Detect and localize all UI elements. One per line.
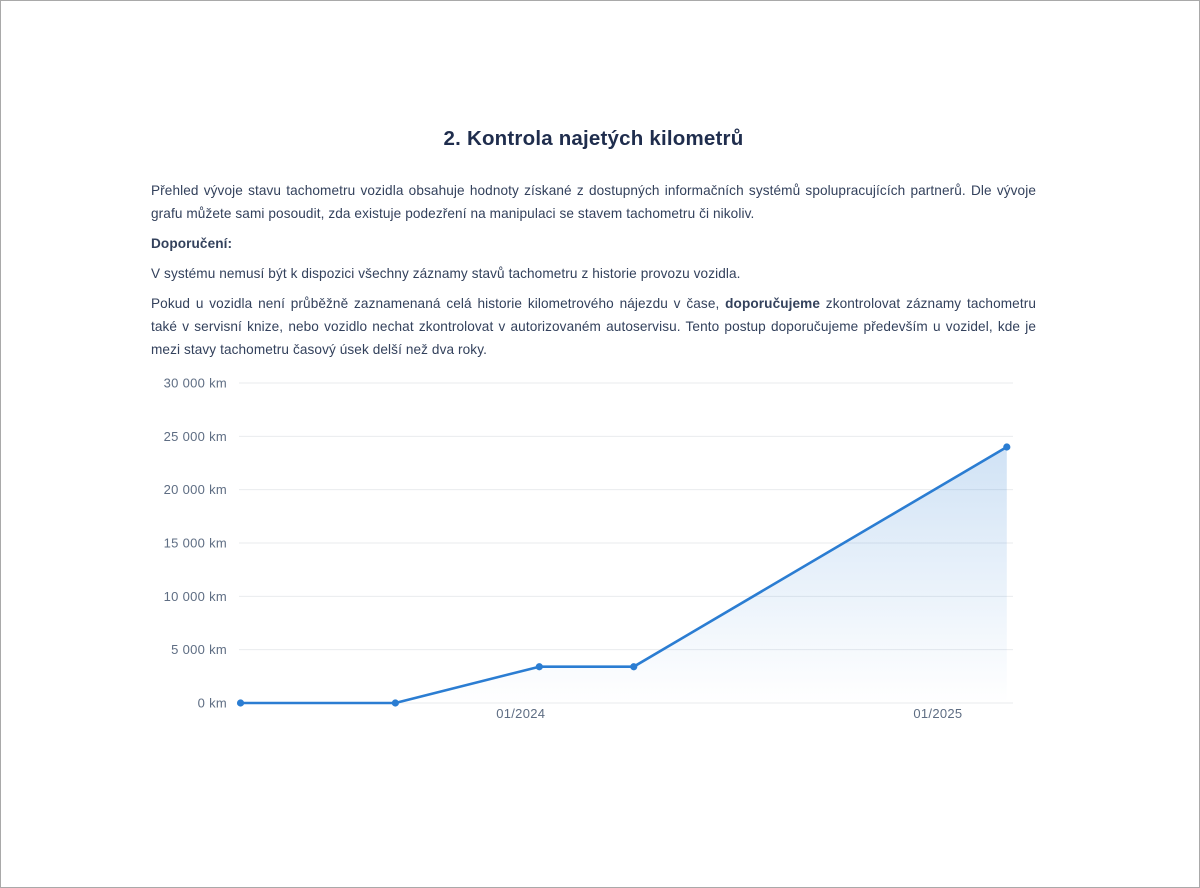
x-axis-label: 01/2024 — [496, 706, 546, 721]
recommendation-heading: Doporučení: — [151, 236, 233, 251]
odometer-chart — [151, 371, 1036, 738]
advice-text-bold: doporučujeme — [725, 296, 821, 311]
x-axis-label: 01/2025 — [913, 706, 963, 721]
data-point — [237, 699, 244, 706]
report-section — [151, 1, 1036, 738]
y-axis-label: 5 000 km — [171, 642, 227, 658]
advice-text-after: zkontrolovat záznamy tachometru také v servisní knize, nebo vozidlo nechat zkontrolovat v autorizovaném autoservisu. Tento postup doporučujeme především u vozidel, kde je mezi stavy tachometru časový úsek delší než dva roky. — [151, 296, 1036, 357]
data-point — [536, 663, 543, 670]
y-axis-label: 15 000 km — [163, 535, 227, 551]
trend-area — [241, 447, 1007, 703]
data-point — [630, 663, 637, 670]
advice-text-before: Pokud u vozidla není průběžně zaznamenaná celá historie kilometrového nájezdu v čase, — [151, 296, 726, 311]
y-axis-label: 0 km — [197, 695, 227, 711]
advice-paragraph — [151, 292, 1036, 361]
intro-paragraph: Přehled vývoje stavu tachometru vozidla obsahuje hodnoty získané z dostupných informačních systémů spolupracujících partnerů. Dle vývoje grafu můžete sami posoudit, zda existuje podezření na manipulaci se stavem tachometru či nikoliv. — [151, 183, 1036, 221]
y-axis-label: 30 000 km — [163, 375, 227, 391]
y-axis-label: 25 000 km — [163, 428, 227, 444]
availability-note: V systému nemusí být k dispozici všechny záznamy stavů tachometru z historie provozu vozidla. — [151, 266, 741, 281]
y-axis-label: 20 000 km — [163, 482, 227, 498]
data-point — [1003, 443, 1010, 450]
y-axis-label: 10 000 km — [163, 588, 227, 604]
section-title: 2. Kontrola najetých kilometrů — [443, 127, 744, 150]
odometer-chart-svg — [151, 371, 1036, 733]
data-point — [392, 699, 399, 706]
